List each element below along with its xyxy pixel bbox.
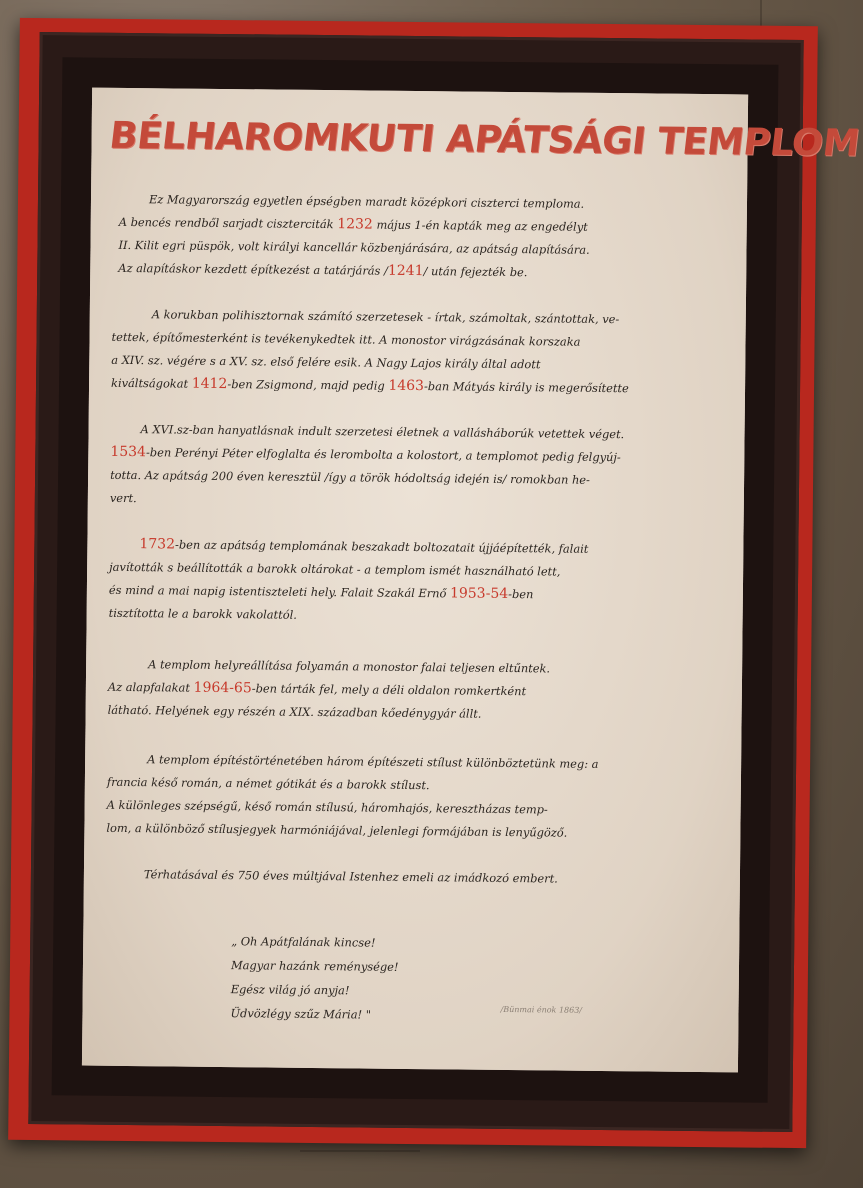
paragraph bbox=[124, 863, 780, 893]
highlighted-year: 1412 bbox=[191, 375, 228, 393]
paragraph bbox=[110, 418, 767, 517]
paragraph bbox=[109, 533, 766, 632]
poem-line: „ Oh Apátfalának kincse! bbox=[231, 934, 376, 950]
paragraph-line: Térhatásával és 750 éves múltjával Istenhez emeli az imádkozó embert. bbox=[143, 867, 558, 886]
paragraph bbox=[106, 748, 763, 847]
poem-line: Üdvözlégy szűz Mária! " bbox=[230, 1006, 372, 1022]
paragraph-line: 1534-ben Perényi Péter elfoglalta és lerombolta a kolostort, a templomot pedig felgyúj- bbox=[110, 443, 621, 465]
highlighted-year: 1241 bbox=[387, 262, 424, 280]
paragraph-line: javították s beállították a barokk oltárokat - a templom ismét használható lett, bbox=[109, 559, 561, 579]
highlighted-year: 1964-65 bbox=[193, 679, 252, 697]
paragraph-line: A templom építéstörténetében három építészeti stílust különböztetünk meg: a bbox=[147, 752, 599, 771]
paragraph bbox=[108, 653, 765, 729]
paragraph-line: és mind a mai napig istentiszteleti hely. Falait Szakál Ernő 1953-54-ben bbox=[108, 582, 534, 602]
poem bbox=[230, 929, 399, 1027]
paragraph-line: vert. bbox=[109, 490, 137, 506]
highlighted-year: 1232 bbox=[337, 216, 373, 233]
paragraph bbox=[118, 188, 775, 287]
paragraph-line: a XIV. sz. végére s a XV. sz. első felére esik. A Nagy Lajos király által adott bbox=[111, 352, 541, 372]
paragraph-line: kiváltságokat 1412-ben Zsigmond, majd pedig 1463-ban Mátyás király is megerősítette bbox=[111, 375, 629, 396]
notice-title: BÉLHAROMKUTI APÁTSÁGI TEMPLOM bbox=[107, 113, 862, 165]
paragraph-line: A korukban polihisztornak számító szerzetesek - írtak, számoltak, szántottak, ve- bbox=[151, 307, 620, 327]
paragraph-line: A XVI.sz-ban hanyatlásnak indult szerzetesi életnek a vallásháborúk vetettek véget. bbox=[140, 422, 625, 442]
paragraph-line: A templom helyreállítása folyamán a monostor falai teljesen eltűntek. bbox=[148, 657, 551, 676]
paragraph-line: tisztította le a barokk vakolattól. bbox=[108, 605, 297, 622]
poem-line: Magyar hazánk reménysége! bbox=[230, 958, 399, 974]
paragraph-line: 1732-ben az apátság templomának beszakadt boltozatait újjáépítették, falait bbox=[139, 536, 589, 556]
highlighted-year: 1534 bbox=[110, 443, 147, 461]
paragraph-line: A bencés rendből sarjadt ciszterciták 1232 május 1-én kapták meg az engedélyt bbox=[118, 214, 588, 234]
frame-inner bbox=[52, 57, 862, 1102]
paragraph bbox=[111, 303, 768, 402]
paragraph-line: tettek, építőmesterként is tevékenykedtek itt. A monostor virágzásának korszaka bbox=[111, 329, 581, 349]
paragraph-line: Az alapításkor kezdett építkezést a tatárjárás /1241/ után fejezték be. bbox=[118, 260, 528, 280]
poem-line: Egész világ jó anyja! bbox=[230, 982, 350, 998]
paragraph-line: A különleges szépségű, késő román stílusú, háromhajós, keresztházas temp- bbox=[106, 797, 548, 817]
paragraph-line: II. Kilit egri püspök, volt királyi kancellár közbenjárására, az apátság alapítására. bbox=[118, 237, 590, 257]
highlighted-year: 1953-54 bbox=[449, 585, 509, 602]
paragraph-line: Az alapfalakat 1964-65-ben tárták fel, mely a déli oldalon romkertként bbox=[107, 679, 527, 699]
paragraph-line: Ez Magyarország egyetlen épségben maradt középkori ciszterci temploma. bbox=[148, 192, 585, 211]
paragraph-line: látható. Helyének egy részén a XIX. században kőedénygyár állt. bbox=[107, 702, 482, 721]
frame-molding bbox=[28, 32, 862, 1132]
poem-source: /Bünmai énok 1863/ bbox=[500, 1004, 583, 1015]
paragraph-line: francia késő román, a német gótikát és a barokk stílust. bbox=[106, 774, 430, 793]
notice-sheet bbox=[82, 88, 862, 1073]
paragraph-line: lom, a különböző stílusjegyek harmóniájával, jelenlegi formájában is lenyűgöző. bbox=[106, 820, 568, 840]
highlighted-year: 1463 bbox=[388, 377, 425, 395]
picture-frame bbox=[8, 18, 862, 1148]
highlighted-year: 1732 bbox=[139, 536, 176, 553]
paragraph-line: totta. Az apátság 200 éven keresztül /így a török hódoltság idején is/ romokban he- bbox=[110, 467, 591, 487]
